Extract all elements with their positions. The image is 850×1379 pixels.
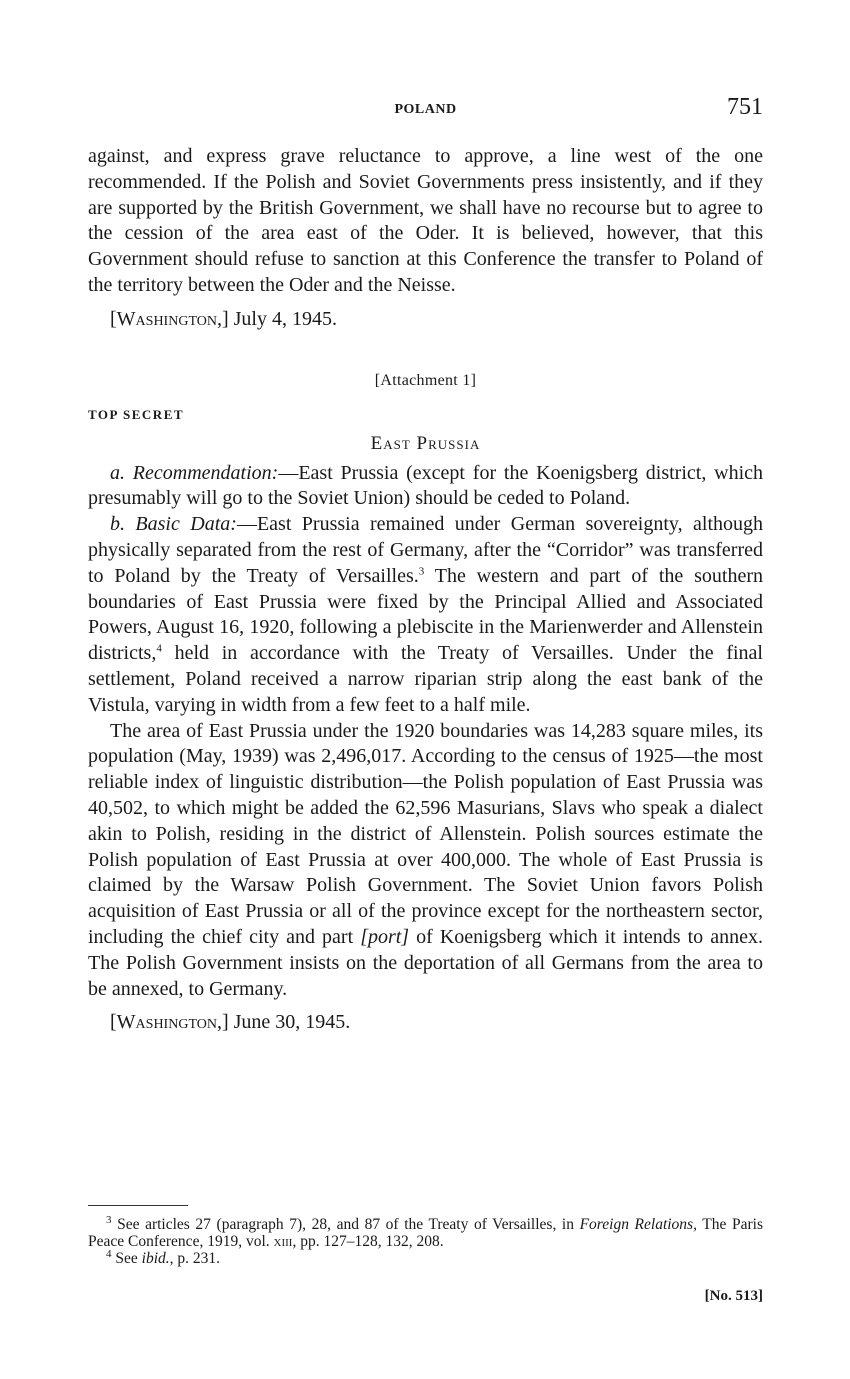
footnote-3-text-1: See articles 27 (paragraph 7), 28, and 87 of the Treaty of Versailles, in	[111, 1216, 580, 1233]
footnote-4-text-2: , p. 231.	[169, 1250, 221, 1267]
area-port-word: [port]	[360, 925, 410, 948]
attachment-dateline-place: Washington	[116, 1011, 217, 1034]
footnote-4	[88, 1247, 763, 1267]
running-head	[88, 94, 763, 126]
footnote-4-italic: ibid.	[141, 1250, 170, 1267]
basic-data-text-1: East Prussia remained under German sovereignty, although physically separated from the rest of Germany, after the “Corridor” was transferred to Poland by the Treaty of Versailles.	[88, 513, 764, 587]
memo-closing-paragraph: against, and express grave reluctance to approve, a line west of the one recommended. If the Polish and Soviet Governments press insistently, and if they are supported by the British Government, we shall have no recourse but to agree to the cession of the area east of the Oder. It is believed, however, that this Government should refuse to sanction at this Conference the transfer to Poland of the territory between the Oder and the Neisse.	[88, 145, 763, 296]
footnote-ref-3: 3	[418, 565, 425, 578]
section-title: East Prussia	[370, 432, 481, 454]
basic-data-label: b. Basic Data:	[110, 513, 237, 536]
basic-data-text-3: held in accordance with the Treaty of Versailles. Under the final settlement, Poland received a narrow riparian strip along the east bank of the Vistula, varying in width from a few feet to a half mile.	[88, 642, 763, 716]
recommendation-paragraph: a. Recommendation:—East Prussia (except for the Koenigsberg district, which presumably will go to the Soviet Union) should be ceded to Poland.	[88, 461, 763, 510]
classification-marking: TOP SECRET	[88, 406, 185, 422]
footnote-rule	[88, 1205, 188, 1206]
recommendation-label: a. Recommendation:	[110, 461, 279, 484]
recommendation-text: East Prussia (except for the Koenigsberg district, which presumably will go to the Soviet Union) should be ceded to Poland.	[88, 461, 763, 510]
footnotes	[88, 1205, 763, 1267]
footnote-4-text-1: See	[111, 1250, 142, 1267]
footnote-4-mark: 4	[106, 1247, 112, 1260]
memo-dateline: [Washington,] July 4, 1945.	[110, 307, 337, 330]
footnote-3-mark: 3	[106, 1213, 112, 1226]
footnote-3-volume: xiii	[273, 1233, 293, 1250]
document-page	[88, 0, 763, 1379]
running-head-title: POLAND	[394, 102, 457, 117]
basic-data-paragraph: b. Basic Data:—East Prussia remained under German sovereignty, although physically separated from the rest of Germany, after the “Corridor” was transferred to Poland by the Treaty of Versailles.$^3$ The western and part of the southern boundaries of East Prussia were fixed by the Principal Allied and Associated Powers, August 16, 1920, following a plebiscite in the Marienwerder and Allenstein districts,$^4$ held in accordance with the Treaty of Versailles. Under the final settlement, Poland received a narrow riparian strip along the east bank of the Vistula, varying in width from a few feet to a half mile.	[88, 513, 764, 716]
area-paragraph	[88, 719, 763, 1003]
footnote-3-italic: Foreign Relations,	[579, 1216, 697, 1233]
page-number: 751	[727, 94, 763, 120]
footnote-3-text-2: The Paris Peace Conference, 1919, vol.	[88, 1216, 763, 1250]
attachment-dateline: [Washington,] June 30, 1945.	[110, 1011, 351, 1034]
document-number: [No. 513]	[704, 1288, 763, 1304]
basic-data-text-2: The western and part of the southern boundaries of East Prussia were fixed by the Principal Allied and Associated Powers, August 16, 1920, following a plebiscite in the Marienwerder and Allenstein districts,	[88, 564, 763, 665]
attachment-label: [Attachment 1]	[374, 371, 477, 389]
footnote-ref-4: 4	[156, 642, 162, 655]
attachment-dateline-date: June 30, 1945.	[233, 1011, 351, 1034]
memo-dateline-place: Washington	[116, 307, 217, 330]
body-text	[88, 144, 763, 1036]
area-text-1: The area of East Prussia under the 1920 boundaries was 14,283 square miles, its population (May, 1939) was 2,496,017. According to the census of 1925—the most reliable index of linguistic distribution—the Polish population of East Prussia was 40,502, to which might be added the 62,596 Masurians, Slavs who speak a dialect akin to Polish, residing in the district of Allenstein. Polish sources estimate the Polish population of East Prussia at over 400,000. The whole of East Prussia is claimed by the Warsaw Polish Government. The Soviet Union favors Polish acquisition of East Prussia or all of the province except for the northeastern sector, including the chief city and part	[88, 719, 763, 948]
footnote-3	[88, 1213, 763, 1250]
area-text-2: of Koenigsberg which it intends to annex. The Polish Government insists on the deportation of all Germans from the area to be annexed, to Germany.	[88, 925, 763, 1000]
footnote-3-text-3: , pp. 127–128, 132, 208.	[292, 1233, 444, 1250]
memo-dateline-date: July 4, 1945.	[233, 307, 337, 330]
